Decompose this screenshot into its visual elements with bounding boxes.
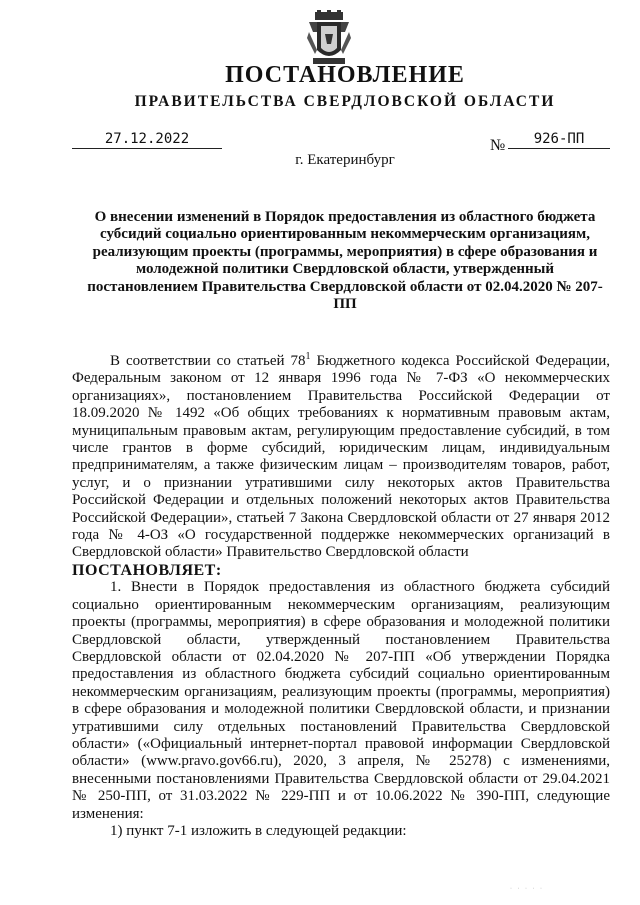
paragraph-2: 1) пункт 7-1 изложить в следующей редакции: [110, 822, 407, 839]
decree-date: 27.12.2022 [72, 131, 222, 149]
preamble-paragraph [72, 348, 610, 562]
document-type-title: ПОСТАНОВЛЕНИЕ [225, 62, 465, 88]
decree-word: ПОСТАНОВЛЯЕТ: [72, 561, 222, 579]
decree-number: 926-ПП [508, 131, 610, 149]
preamble-text-rest: Бюджетного кодекса Российской Федерации, Федеральным законом от 12 января 1996 года № 7-ФЗ «О некоммерческих организациях», постановлением Правительства Российской Федерации от 18.09.2020 № 1492 «Об общих требованиях к нормативным правовым актам, муниципальным правовым актам, регулирующим предоставление субсидий, в том числе грантов в форме субсидий, юридическим лицам, индивидуальным предпринимателям, а также физическим лицам – производителям товаров, работ, услуг, и о признании утратившими силу некоторых актов Правительства Российской Федерации и отдельных положений некоторых актов Правительства Российской Федерации», статьей 7 Закона Свердловской области от 27 января 2012 года № 4-ОЗ «О государственной поддержке некоммерческих организаций в Свердловской области» Правительство Свердловской области [72, 353, 611, 561]
document-body [72, 348, 610, 840]
number-sign: № [490, 137, 506, 154]
preamble-text-start: В соответствии со статьей 78 [110, 353, 306, 369]
document-title: О внесении изменений в Порядок предоставления из областного бюджета субсидий социально ориентированным некоммерческим организациям, реализующим проекты (программы, мероприятия) в сфере образования и молодежной политики Свердловской области, утвержденный постановлением Правительства Свердловской области от 02.04.2020 № 207-ПП [87, 209, 603, 313]
article-superscript: 1 [305, 351, 311, 362]
coat-of-arms-emblem [305, 10, 353, 68]
issuing-authority: ПРАВИТЕЛЬСТВА СВЕРДЛОВСКОЙ ОБЛАСТИ [134, 93, 556, 110]
footer-mark: · · · · · [510, 886, 544, 892]
paragraph-1: 1. Внести в Порядок предоставления из областного бюджета субсидий социально ориентированным некоммерческим организациям, реализующим проекты (программы, мероприятия) в сфере образования и молодежной политики Свердловской области, утвержденный постановлением Правительства Свердловской области от 02.04.2020 № 207-ПП «Об утверждении Порядка предоставления из областного бюджета субсидий социально ориентированным некоммерческим организациям, реализующим проекты (программы, мероприятия) в сфере образования и молодежной политики Свердловской области, и признании утратившими силу отдельных постановлений Правительства Свердловской области» («Официальный интернет-портал правовой информации Свердловской области» (www.pravo.gov66.ru), 2020, 3 апреля, № 25278) с изменениями, внесенными постановлениями Правительства Свердловской области от 29.04.2021 № 250-ПП, от 31.03.2022 № 229-ПП и от 10.06.2022 № 390-ПП, следующие изменения: [72, 579, 610, 822]
city-label: г. Екатеринбург [295, 152, 395, 168]
